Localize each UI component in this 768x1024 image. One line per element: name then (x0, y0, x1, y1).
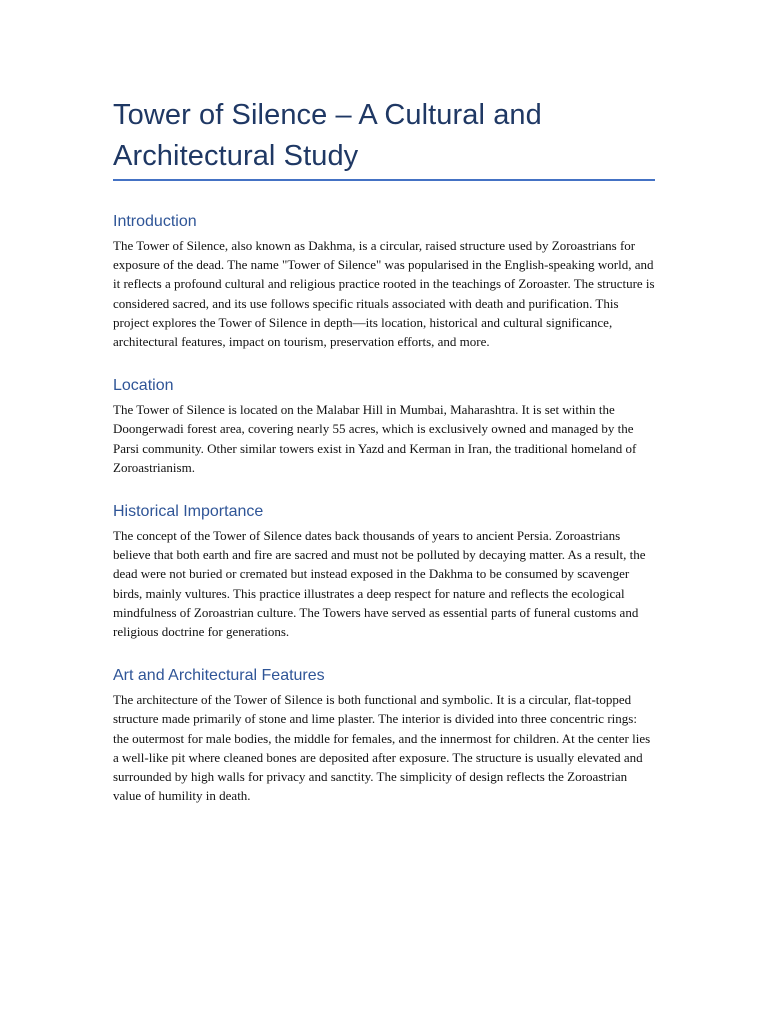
section-paragraph: The concept of the Tower of Silence dates back thousands of years to ancient Persia. Zoroastrians believe that both earth and fire are sacred and must not be polluted by decaying matter. As a result, the dead were not buried or cremated but instead exposed in the Dakhma to be consumed by scavenger birds, mainly vultures. This practice illustrates a deep respect for nature and reflects the ecological mindfulness of Zoroastrian culture. The Towers have served as essential parts of funeral customs and religious doctrine for generations. (113, 528, 646, 640)
section-historical-importance (113, 502, 656, 641)
section-heading: Location (113, 377, 174, 395)
section-heading: Historical Importance (113, 503, 264, 521)
section-paragraph: The architecture of the Tower of Silence is both functional and symbolic. It is a circular, flat-topped structure made primarily of stone and lime plaster. The interior is divided into three concentric rings: the outermost for male bodies, the middle for females, and the innermost for children. At the center lies a well-like pit where cleaned bones are deposited after exposure. The structure is usually elevated and surrounded by high walls for privacy and sanctity. The simplicity of design reflects the Zoroastrian value of humility in death. (113, 692, 651, 804)
section-paragraph: The Tower of Silence is located on the Malabar Hill in Mumbai, Maharashtra. It is set within the Doongerwadi forest area, covering nearly 55 acres, which is exclusively owned and managed by the Parsi community. Other similar towers exist in Yazd and Kerman in Iran, the traditional homeland of Zoroastrianism. (113, 402, 637, 475)
section-heading: Art and Architectural Features (113, 667, 325, 685)
document-page (113, 95, 656, 805)
section-architectural-features (113, 666, 656, 805)
section-location (113, 376, 656, 477)
document-title: Tower of Silence – A Cultural and Architectural Study (113, 99, 542, 172)
title-underline (113, 179, 655, 181)
section-introduction (113, 212, 656, 351)
section-paragraph: The Tower of Silence, also known as Dakhma, is a circular, raised structure used by Zoroastrians for exposure of the dead. The name "Tower of Silence" was popularised in the English-speaking world, and it reflects a profound cultural and religious practice rooted in the teachings of Zoroaster. The structure is considered sacred, and its use follows specific rituals associated with death and purification. This project explores the Tower of Silence in depth—its location, historical and cultural significance, architectural features, impact on tourism, preservation efforts, and more. (113, 238, 655, 350)
section-heading: Introduction (113, 213, 197, 230)
